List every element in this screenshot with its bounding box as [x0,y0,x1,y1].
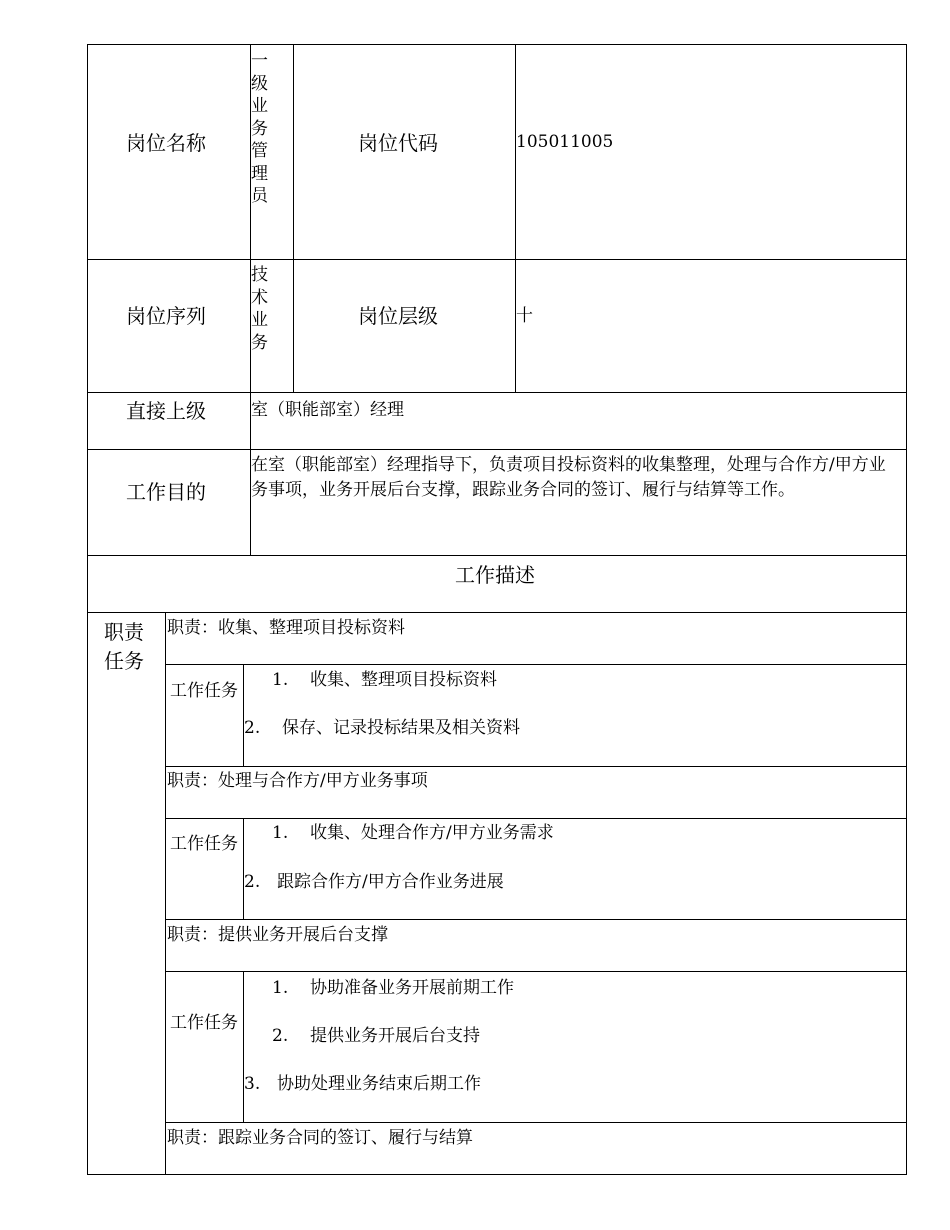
section-title: 工作描述 [455,563,535,587]
purpose-label: 工作目的 [126,480,206,504]
task-text: 协助准备业务开展前期工作 [310,978,514,998]
duty-title: 职责：跟踪业务合同的签订、履行与结算 [167,1128,473,1148]
post-name-value: 一级业务管理员 [251,51,268,206]
post-series-value: 技术业务 [251,265,268,353]
table-rule [87,449,907,450]
table-rule [243,818,244,920]
post-code-value: 105011005 [516,132,614,152]
table-rule [293,44,294,393]
task-column-label: 工作任务 [170,681,238,701]
post-series-label: 岗位序列 [126,304,206,328]
task-text: 协助处理业务结束后期工作 [277,1074,481,1094]
post-level-value: 十 [516,306,533,326]
post-name-label: 岗位名称 [126,131,206,155]
task-number: 3. [244,1074,261,1094]
table-rule [87,44,88,1175]
task-column-label: 工作任务 [170,1013,238,1033]
table-rule [165,766,907,767]
duty-title: 职责：提供业务开展后台支撑 [167,925,388,945]
post-level-label: 岗位层级 [358,304,438,328]
superior-value: 室（职能部室）经理 [251,400,404,420]
task-text: 收集、整理项目投标资料 [310,670,497,690]
duty-title: 职责：收集、整理项目投标资料 [167,618,405,638]
task-column-label: 工作任务 [170,834,238,854]
task-number: 2. [244,872,261,892]
duty-title: 职责：处理与合作方/甲方业务事项 [167,771,428,791]
table-rule [87,555,907,556]
table-rule [243,971,244,1123]
task-number: 1. [272,823,289,843]
task-number: 1. [272,670,289,690]
table-rule [87,44,907,45]
task-text: 保存、记录投标结果及相关资料 [282,718,520,738]
duty-column-label: 职责任务 [104,620,144,673]
task-number: 2. [272,1026,289,1046]
task-text: 提供业务开展后台支持 [310,1026,480,1046]
table-rule [515,44,516,393]
table-rule [165,971,907,972]
table-rule [906,44,907,1175]
post-code-label: 岗位代码 [358,131,438,155]
task-text: 收集、处理合作方/甲方业务需求 [310,823,554,843]
table-rule [165,919,907,920]
table-rule [243,664,244,767]
task-text: 跟踪合作方/甲方合作业务进展 [277,872,504,892]
task-number: 1. [272,978,289,998]
table-rule [165,1122,907,1123]
table-rule [87,1174,907,1175]
table-rule [165,818,907,819]
table-rule [165,664,907,665]
superior-label: 直接上级 [126,399,206,423]
task-number: 2. [244,718,261,738]
purpose-value: 在室（职能部室）经理指导下，负责项目投标资料的收集整理，处理与合作方/甲方业务事项，业务开展后台支撑，跟踪业务合同的签订、履行与结算等工作。 [251,455,886,500]
table-rule [87,259,907,260]
table-rule [87,612,907,613]
table-rule [165,612,166,1175]
table-rule [87,392,907,393]
